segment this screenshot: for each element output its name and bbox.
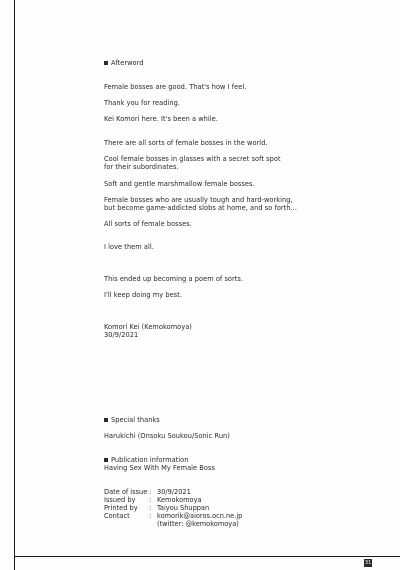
publication-value: 30/9/2021 — [157, 488, 191, 496]
special-thanks-name: Harukichi (Onsoku Soukou/Sonic Run) — [104, 432, 230, 440]
afterword-line: All sorts of female bosses. — [104, 220, 192, 228]
afterword-line: Cool female bosses in glasses with a secret soft spot — [104, 155, 281, 163]
afterword-line: but become game-addicted slobs at home, and so forth... — [104, 204, 297, 212]
publication-key: Issued by — [104, 496, 136, 504]
afterword-line: for their subordinates. — [104, 163, 179, 171]
afterword-line: Female bosses who are usually tough and hard-working, — [104, 196, 293, 204]
colon: : — [149, 504, 152, 512]
square-bullet-icon — [104, 418, 108, 422]
afterword-line: Soft and gentle marshmallow female bosses. — [104, 180, 255, 188]
colon: : — [149, 488, 152, 496]
afterword-line: Kei Komori here. It's been a while. — [104, 115, 218, 123]
colon: : — [149, 512, 152, 520]
colon: : — [149, 496, 152, 504]
afterword-line: Thank you for reading. — [104, 99, 180, 107]
contact-email: komorik@aioros.ocn.ne.jp — [157, 512, 243, 520]
afterword-line: This ended up becoming a poem of sorts. — [104, 275, 244, 283]
afterword-date: 30/9/2021 — [104, 331, 139, 339]
afterword-line: I love them all. — [104, 243, 154, 251]
publication-heading: Publication information — [104, 456, 189, 464]
afterword-heading: Afterword — [104, 59, 144, 67]
publication-value: Taiyou Shuppan — [157, 504, 210, 512]
square-bullet-icon — [104, 458, 108, 462]
square-bullet-icon — [104, 61, 108, 65]
afterword-line: I'll keep doing my best. — [104, 291, 182, 299]
page-border-bottom — [14, 556, 400, 557]
afterword-line: There are all sorts of female bosses in the world. — [104, 139, 268, 147]
page-number: 31 — [364, 560, 372, 566]
publication-key: Contact — [104, 512, 130, 520]
special-thanks-heading: Special thanks — [104, 416, 160, 424]
publication-title: Having Sex With My Female Boss — [104, 464, 215, 472]
publication-key: Date of issue — [104, 488, 148, 496]
page-border-left — [14, 0, 15, 570]
publication-key: Printed by — [104, 504, 138, 512]
publication-value: Kemokomoya — [157, 496, 202, 504]
afterword-line: Female bosses are good. That's how I feel. — [104, 83, 247, 91]
author-signature: Komori Kei (Kemokomoya) — [104, 323, 192, 331]
twitter-handle: (twitter: @kemokomoya) — [157, 520, 239, 528]
